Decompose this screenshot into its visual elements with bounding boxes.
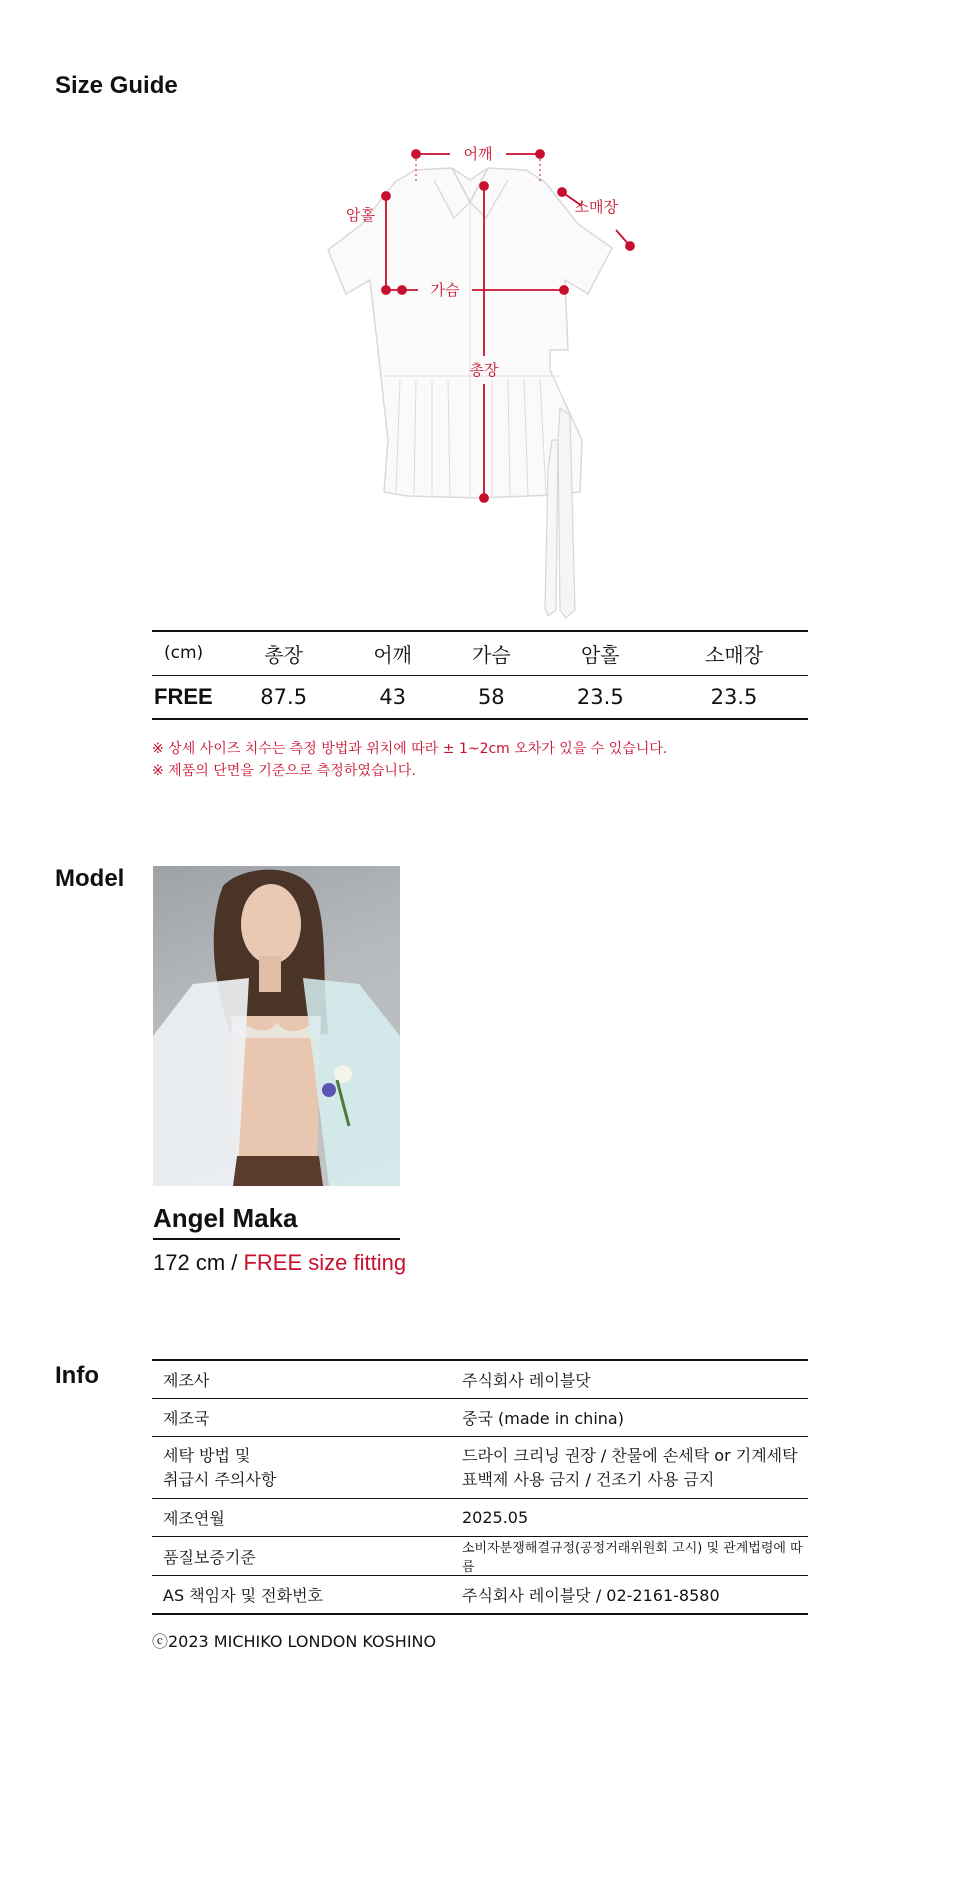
value-shoulder: 43 bbox=[379, 684, 407, 709]
model-fitting: FREE size fitting bbox=[243, 1250, 407, 1275]
model-figure bbox=[153, 866, 400, 1186]
table-row bbox=[152, 1576, 808, 1615]
unit-header: (cm) bbox=[164, 643, 204, 664]
info-key-line: 취급시 주의사항 bbox=[163, 1469, 277, 1489]
table-row bbox=[152, 1499, 808, 1537]
info-key: 제조연월 bbox=[163, 1509, 225, 1528]
chest-label: 가슴 bbox=[430, 281, 460, 299]
info-value: 소비자분쟁해결규정(공정거래위원회 고시) 및 관계법령에 따름 bbox=[462, 1541, 803, 1575]
info-value: 주식회사 레이블닷 / 02-2161-8580 bbox=[462, 1586, 720, 1605]
model-photo bbox=[153, 866, 400, 1186]
size-note: ※ 상세 사이즈 치수는 측정 방법과 위치에 따라 ± 1~2cm 오차가 있을 수 있습니다. bbox=[152, 741, 668, 757]
info-value: 중국 (made in china) bbox=[462, 1409, 624, 1428]
dress-illustration bbox=[328, 168, 612, 618]
info-value-line: 드라이 크리닝 권장 / 찬물에 손세탁 or 기계세탁 bbox=[462, 1445, 798, 1465]
info-value-line: 표백제 사용 금지 / 건조기 사용 금지 bbox=[462, 1469, 715, 1489]
info-value: 2025.05 bbox=[462, 1508, 529, 1527]
model-spec bbox=[153, 1250, 406, 1276]
info-key: AS 책임자 및 전화번호 bbox=[163, 1586, 324, 1605]
value-sleeve: 23.5 bbox=[710, 684, 758, 709]
table-row bbox=[152, 1537, 808, 1576]
size-name: FREE bbox=[154, 683, 213, 709]
length-label: 총장 bbox=[469, 361, 499, 379]
info-key: 품질보증기준 bbox=[163, 1547, 256, 1567]
table-row bbox=[152, 1360, 808, 1399]
header-chest: 가슴 bbox=[471, 642, 511, 667]
shoulder-label: 어깨 bbox=[463, 145, 493, 163]
value-length: 87.5 bbox=[260, 684, 308, 709]
garment-measurement-diagram bbox=[320, 140, 650, 630]
info-value: 주식회사 레이블닷 bbox=[462, 1371, 591, 1390]
size-guide-title: Size Guide bbox=[55, 72, 178, 99]
header-sleeve: 소매장 bbox=[705, 642, 763, 667]
info-key: 제조국 bbox=[163, 1409, 210, 1428]
value-armhole: 23.5 bbox=[576, 684, 624, 709]
size-table-header bbox=[152, 631, 808, 675]
table-row bbox=[152, 1437, 808, 1499]
value-chest: 58 bbox=[477, 684, 505, 709]
info-key bbox=[152, 1437, 451, 1499]
table-row bbox=[152, 675, 808, 719]
copyright: ⓒ2023 MICHIKO LONDON KOSHINO bbox=[152, 1632, 437, 1651]
info-table bbox=[152, 1359, 808, 1615]
model-name: Angel Maka bbox=[153, 1203, 400, 1240]
size-note: ※ 제품의 단면을 기준으로 측정하였습니다. bbox=[152, 763, 416, 779]
header-shoulder: 어깨 bbox=[373, 642, 412, 667]
model-title: Model bbox=[55, 865, 125, 892]
info-key-line: 세탁 방법 및 bbox=[163, 1445, 251, 1465]
table-row bbox=[152, 1399, 808, 1437]
info-value bbox=[451, 1437, 808, 1499]
armhole-label: 암홀 bbox=[346, 206, 375, 224]
header-armhole: 암홀 bbox=[580, 642, 620, 667]
info-key: 제조사 bbox=[163, 1371, 210, 1390]
info-title: Info bbox=[55, 1362, 99, 1389]
size-table bbox=[152, 630, 808, 720]
header-length: 총장 bbox=[264, 642, 303, 667]
sleeve-label: 소매장 bbox=[574, 198, 618, 216]
model-height: 172 cm / bbox=[153, 1250, 244, 1275]
